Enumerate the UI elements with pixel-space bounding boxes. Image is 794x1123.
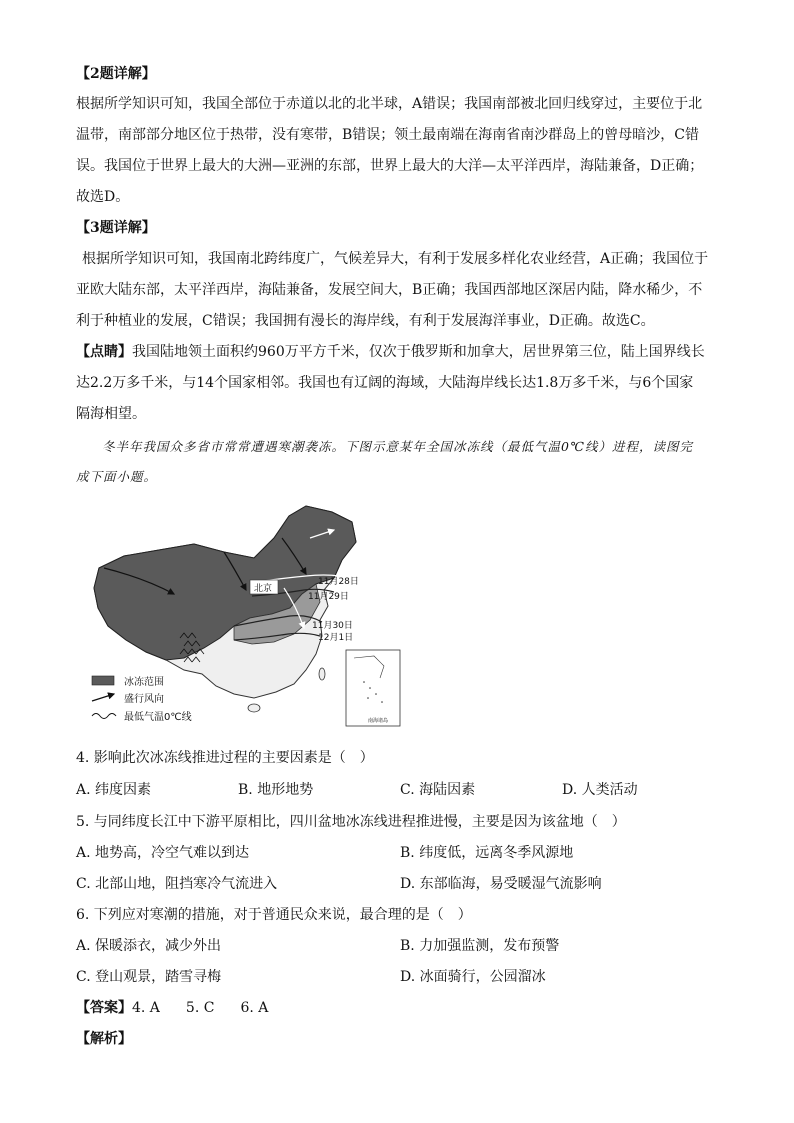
section3-heading: 【3题详解】 <box>76 220 156 236</box>
hainan-island <box>248 704 260 712</box>
dianjing-label: 【点睛】 <box>76 344 132 360</box>
dianjing-line: 达2.2万多千米，与14个国家相邻。我国也有辽阔的海域，大陆海岸线长达1.8万多千米，与6个国家 <box>76 375 694 391</box>
beijing-label: 北京 <box>254 584 273 594</box>
legend-wind-label: 盛行风向 <box>124 694 164 705</box>
q6-option-a[interactable]: A. 保暖添衣，减少外出 <box>76 938 222 954</box>
map-svg <box>84 498 406 738</box>
q5-option-a[interactable]: A. 地势高，冷空气难以到达 <box>76 845 250 861</box>
q5-option-c[interactable]: C. 北部山地，阻挡寒冷气流进入 <box>76 876 278 892</box>
dianjing-line <box>76 342 705 362</box>
taiwan-island <box>319 668 325 680</box>
question-6-stem: 6. 下列应对寒潮的措施，对于普通民众来说，最合理的是（ ） <box>76 907 472 923</box>
dianjing-line: 隔海相望。 <box>76 406 146 422</box>
q6-option-c[interactable]: C. 登山观景，踏雪寻梅 <box>76 969 222 985</box>
section3-line: 根据所学知识可知，我国南北跨纬度广，气候差异大，有利于发展多样化农业经营，A正确；我国位于 <box>82 251 709 267</box>
q4-option-a[interactable]: A. 纬度因素 <box>76 782 152 798</box>
legend-wind-arrow-icon <box>92 694 114 701</box>
q4-option-d[interactable]: D. 人类活动 <box>562 782 638 798</box>
answer-5: 5. C <box>185 1000 215 1016</box>
section2-line: 误。我国位于世界上最大的大洲—亚洲的东部，世界上最大的大洋—太平洋西岸，海陆兼备，D正确； <box>76 158 704 174</box>
section2-line: 根据所学知识可知，我国全部位于赤道以北的北半球，A错误；我国南部被北回归线穿过，主要位于北 <box>76 96 703 112</box>
date-label: 12月1日 <box>318 633 354 643</box>
china-freeze-line-map <box>84 498 406 738</box>
q5-option-b[interactable]: B. 纬度低，远离冬季风源地 <box>400 845 574 861</box>
section2-heading: 【2题详解】 <box>76 66 156 82</box>
date-label: 11月28日 <box>318 577 359 587</box>
answer-6: 6. A <box>240 1000 269 1016</box>
q4-option-c[interactable]: C. 海陆因素 <box>400 782 476 798</box>
date-label: 11月29日 <box>308 592 349 602</box>
dianjing-text: 我国陆地领土面积约960万平方千米，仅次于俄罗斯和加拿大，居世界第三位，陆上国界线长 <box>132 344 705 360</box>
question-5-stem: 5. 与同纬度长江中下游平原相比，四川盆地冰冻线进程推进慢，主要是因为该盆地（ ） <box>76 814 626 830</box>
answer-line <box>76 998 268 1018</box>
legend-freeze-label: 冰冻范围 <box>124 677 164 688</box>
intro-line: 冬半年我国众多省市常常遭遇寒潮袭冻。下图示意某年全国冰冻线（最低气温0℃线）进程，读图完 <box>102 439 693 454</box>
q6-option-d[interactable]: D. 冰面骑行，公园溜冰 <box>400 969 546 985</box>
section3-line: 亚欧大陆东部，太平洋西岸，海陆兼备，发展空间大，B正确；我国西部地区深居内陆，降水稀少，不 <box>76 282 703 298</box>
q4-option-b[interactable]: B. 地形地势 <box>238 782 314 798</box>
south-china-sea-inset <box>346 650 400 726</box>
inset-label: 南海诸岛 <box>368 718 389 724</box>
answer-4: 4. A <box>132 1000 160 1016</box>
q5-option-d[interactable]: D. 东部临海，易受暖湿气流影响 <box>400 876 602 892</box>
analysis-label: 【解析】 <box>76 1031 132 1047</box>
section2-line: 故选D。 <box>76 189 130 205</box>
answer-label: 【答案】 <box>76 1000 132 1016</box>
legend-freeze-swatch <box>92 676 114 685</box>
legend-line-label: 最低气温0℃线 <box>124 712 192 723</box>
intro-line: 成下面小题。 <box>76 469 158 484</box>
section2-line: 温带，南部部分地区位于热带，没有寒带，B错误；领土最南端在海南省南沙群岛上的曾母暗沙，C错 <box>76 127 699 143</box>
section3-line: 利于种植业的发展，C错误；我国拥有漫长的海岸线，有利于发展海洋事业，D正确。故选C。 <box>76 313 655 329</box>
date-label: 11月30日 <box>312 621 353 631</box>
q6-option-b[interactable]: B. 力加强监测，发布预警 <box>400 938 560 954</box>
question-4-stem: 4. 影响此次冰冻线推进过程的主要因素是（ ） <box>76 750 374 766</box>
legend-line-icon <box>92 714 116 719</box>
